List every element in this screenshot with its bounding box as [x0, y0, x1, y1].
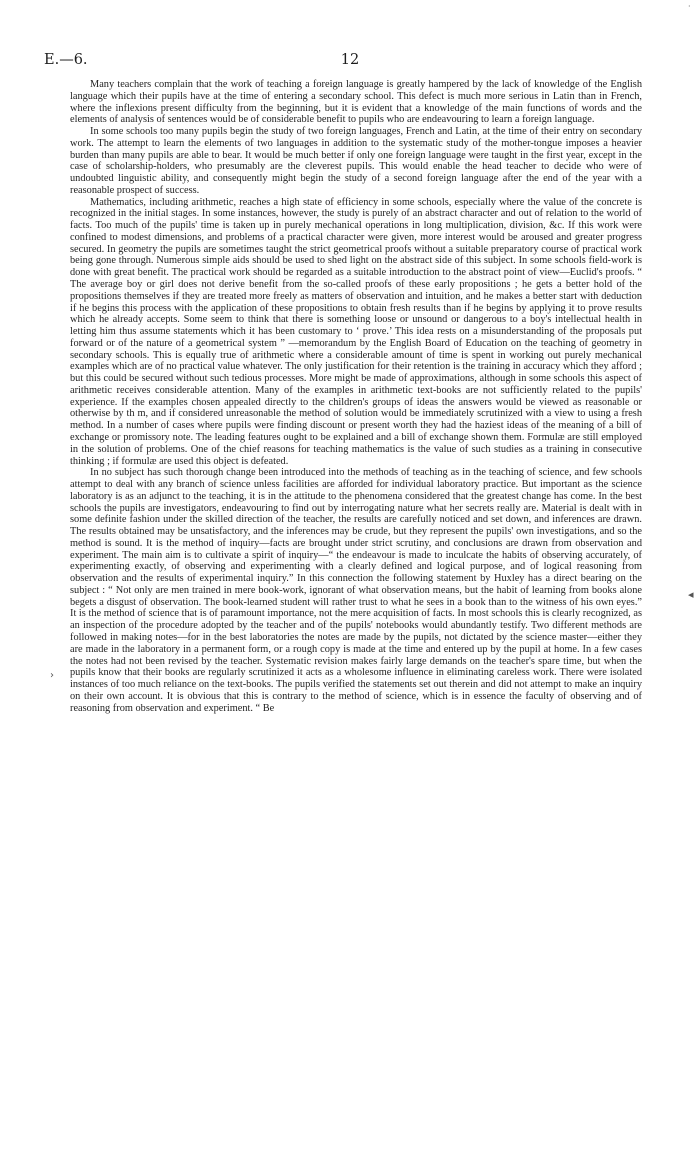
- page-number: 12: [340, 52, 360, 68]
- paragraph-mathematics: Mathematics, including arithmetic, reaches a high state of efficiency in some schools, especially where the value of the concrete is recognized in the initial stages. In some instances, however, the study is purely of an abstract character and out of relation to the world of facts. Too much of the pupils' time is taken up in purely mechanical operations in long multiplication, division, &c. If this work were confined to modest dimensions, and problems of a practical character were given, more interest would be aroused and greater progress secured. In geometry the pupils are sometimes taught the strict geometrical proofs without a suitable preparatory course of practical work being gone through. Numerous simple aids should be used to shed light on the abstract side of this subject. In some schools field-work is done with great benefit. The practical work should be regarded as a suitable introduction to the abstract point of view—Euclid's proofs. “ The average boy or girl does not derive benefit from the so-called proofs of these early propositions ; he gets a better hold of the propositions themselves if they are treated more freely as matters of observation and intuition, and he makes a better start with deduction if he begins this process with the application of these propositions to obtain fresh results than if he begins by applying it to prove results which he already accepts. Some seem to think that there is something loose or unsound or dangerous to a boy's intellectual health in letting him thus assume statements which it has been customary to ‘ prove.’ This idea rests on a misunderstanding of the proposals put forward or of the nature of a geometrical system ” —memorandum by the English Board of Education on the teaching of geometry in secondary schools. This is equally true of arithmetic where a considerable amount of time is spent in working out purely mechanical examples which are of no practical value whatever. The only justification for their retention is the training in accuracy which they afford ; but this could be secured without such tedious processes. More might be made of approximations, although in some schools this aspect of arithmetic receives considerable attention. Many of the examples in arithmetic text-books are not sufficiently related to the pupils' experience. If the examples chosen appealed directly to the children's groups of ideas the answers would be viewed as reasonable or otherwise by th m, and if considered unreasonable the method of solution would be immediately scrutinized with a view to using a fresh method. In a number of cases where pupils were finding discount or present worth they had the haziest ideas of the meaning of a bill of exchange or promissory note. The leading features ought to be explained and a bill of exchange shown them. Formulæ are still employed in the solution of problems. One of the chief reasons for teaching mathematics is the value of such studies as a training in consecutive thinking ; if formulæ are used this object is defeated.: [70, 196, 642, 467]
- document-reference: E.—6.: [44, 52, 88, 68]
- scan-dot-mark: ·: [688, 2, 691, 11]
- margin-arrow-icon: ◂: [688, 588, 694, 601]
- body-text: [70, 79, 642, 714]
- paragraph-two-languages: In some schools too many pupils begin the study of two foreign languages, French and Latin, at the time of their entry on secondary work. The attempt to learn the elements of two languages in addition to the systematic study of the mother-tongue imposes a heavier burden than many pupils are able to bear. It would be much better if only one foreign language were taught in the first year, except in the case of scholarship-holders, who presumably are the cleverest pupils. This would enable the head teacher to decide who were of undoubted linguistic ability, and consequently might begin the study of a second foreign language after the end of the year with a reasonable prospect of success.: [70, 126, 642, 196]
- paragraph-foreign-language: Many teachers complain that the work of teaching a foreign language is greatly hampered by the lack of knowledge of the English language which their pupils have at the time of entering a secondary school. This defect is much more serious in Latin than in French, where the inflexions present difficulty from the beginning, but it is evident that a knowledge of the main functions of words and the elements of analysis of sentences would be of considerable benefit to pupils who are endeavouring to learn a foreign language.: [70, 79, 642, 126]
- scan-tick-mark: ›: [50, 670, 54, 681]
- paragraph-science: In no subject has such thorough change been introduced into the methods of teaching as in the teaching of science, and few schools attempt to deal with any branch of science unless facilities are afforded for individual laboratory practice. But important as the science laboratory is as an adjunct to the teaching, it is in the attitude to the phenomena considered that the greatest change has come. In the best schools the pupils are investigators, endeavouring to find out by interrogating nature what her secrets really are. Material is dealt with in some definite fashion under the skilled direction of the teacher, the results are carefully noticed and set down, and inferences are drawn. The results obtained may be unsatisfactory, and the inferences may be crude, but they represent the pupils' own investigations, and so the method is sound. It is the method of inquiry—facts are brought under strict scrutiny, and conclusions are drawn from observation and experiment. The main aim is to cultivate a spirit of inquiry—“ the endeavour is made to inculcate the habits of observing accurately, of experimenting exactly, of observing and experimenting with a clearly defined and logical purpose, and of logical reasoning from observation and the results of experimental inquiry.” In this connection the following statement by Huxley has a direct bearing on the subject : “ Not only are men trained in mere book-work, ignorant of what observation means, but the habit of learning from books alone begets a disgust of observation. The book-learned student will rather trust to what he sees in a book than to the witness of his own eyes.” It is the method of science that is of paramount importance, not the mere acquisition of facts. In most schools this is clearly recognized, as an inspection of the procedure adopted by the teacher and of the pupils' notebooks would abundantly testify. Two different methods are followed in making notes—for in the best laboratories the notes are made by the pupils, not dictated by the science master—either they are made in the laboratory in a permanent form, or a rough copy is made at the time and entered up by the pupil at home. In a few cases the notes had not been revised by the teacher. Systematic revision makes fairly large demands on the teacher's spare time, but when the pupils know that their books are regularly scrutinized it acts as a wholesome influence in eliminating careless work. There were isolated instances of too much reliance on the text-books. The pupils verified the statements set out therein and did not attempt to make an inquiry on their own account. It is obvious that this is contrary to the method of science, which is in essence the faculty of observing and of reasoning from observation and experiment. “ Be: [70, 467, 642, 714]
